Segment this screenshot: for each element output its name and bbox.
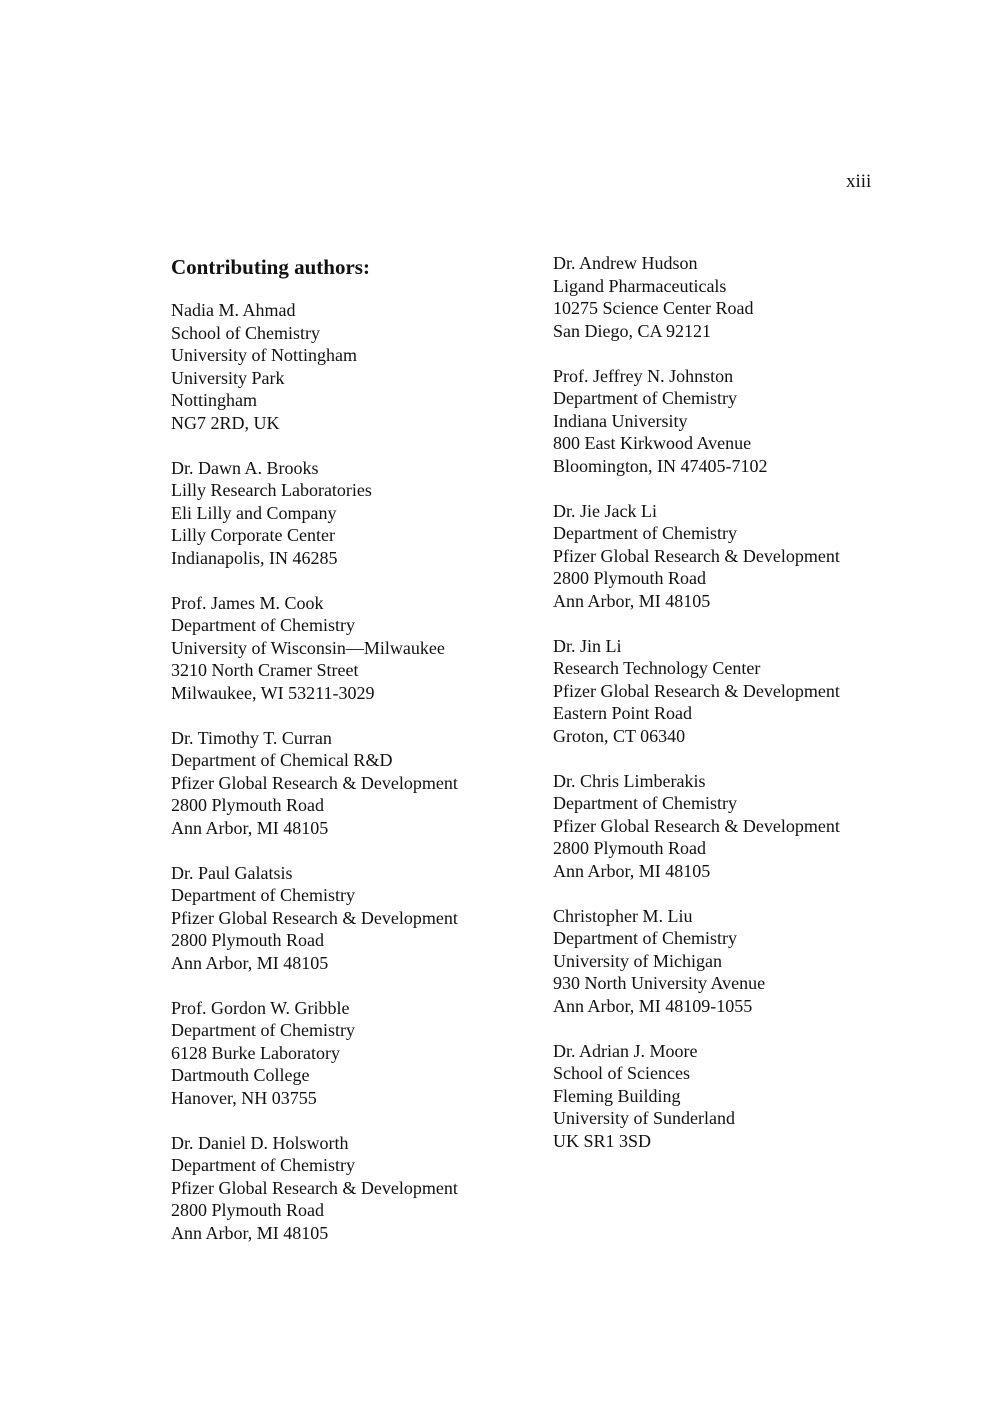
author-entry [553, 905, 933, 1018]
author-address-line: Groton, CT 06340 [553, 725, 686, 746]
author-entry [553, 770, 933, 883]
author-address-line: Indianapolis, IN 46285 [171, 547, 338, 568]
author-address-line: Pfizer Global Research & Development [171, 772, 458, 793]
author-entry [553, 635, 933, 748]
author-address-line: 2800 Plymouth Road [553, 568, 707, 588]
author-address-line: 3210 North Cramer Street [171, 660, 359, 680]
page-number: xiii [846, 171, 872, 192]
author-entry [171, 862, 531, 975]
author-address-line: Department of Chemistry [553, 388, 737, 408]
author-address-line: Research Technology Center [553, 658, 761, 678]
author-address-line: Ann Arbor, MI 48105 [553, 590, 711, 611]
author-address-line: Pfizer Global Research & Development [553, 680, 840, 701]
author-name: Dr. Andrew Hudson [553, 253, 698, 273]
author-entry [553, 252, 933, 342]
author-address-line: Ann Arbor, MI 48109-1055 [553, 995, 753, 1016]
author-name: Dr. Jin Li [553, 635, 622, 656]
author-address-line: Bloomington, IN 47405-7102 [553, 455, 768, 476]
author-address-line: Department of Chemistry [553, 793, 737, 813]
author-name: Dr. Chris Limberakis [553, 770, 706, 791]
section-heading: Contributing authors: [171, 255, 370, 279]
author-address-line: UK SR1 3SD [553, 1130, 652, 1151]
left-column [171, 252, 531, 1267]
author-address-line: Ann Arbor, MI 48105 [171, 1222, 329, 1243]
author-address-line: University of Nottingham [171, 345, 357, 365]
author-address-line: 6128 Burke Laboratory [171, 1042, 340, 1063]
author-address-line: School of Sciences [553, 1063, 690, 1083]
author-address-line: Lilly Research Laboratories [171, 480, 372, 500]
author-name: Dr. Dawn A. Brooks [171, 457, 319, 478]
author-entry [553, 365, 933, 478]
author-address-line: Department of Chemical R&D [171, 750, 393, 770]
author-address-line: Eastern Point Road [553, 703, 692, 723]
author-address-line: University of Michigan [553, 950, 722, 971]
author-address-line: Hanover, NH 03755 [171, 1087, 317, 1108]
author-name: Christopher M. Liu [553, 905, 693, 926]
author-entry [171, 1132, 531, 1245]
author-address-line: Department of Chemistry [171, 1020, 355, 1040]
author-address-line: Eli Lilly and Company [171, 502, 337, 523]
author-address-line: Pfizer Global Research & Development [171, 907, 458, 928]
author-address-line: Pfizer Global Research & Development [553, 545, 840, 566]
author-address-line: School of Chemistry [171, 322, 320, 343]
author-entry [171, 997, 531, 1110]
author-address-line: Pfizer Global Research & Development [553, 815, 840, 836]
author-address-line: Ann Arbor, MI 48105 [553, 860, 711, 881]
author-address-line: University of Wisconsin—Milwaukee [171, 637, 445, 658]
author-address-line: 10275 Science Center Road [553, 298, 754, 318]
author-address-line: Ann Arbor, MI 48105 [171, 952, 329, 973]
author-name: Dr. Daniel D. Holsworth [171, 1132, 349, 1153]
author-address-line: Fleming Building [553, 1085, 681, 1106]
right-column [553, 252, 933, 1175]
author-address-line: Department of Chemistry [171, 615, 355, 635]
author-address-line: Dartmouth College [171, 1065, 310, 1085]
author-address-line: Milwaukee, WI 53211-3029 [171, 682, 375, 703]
author-entry [553, 1040, 933, 1153]
author-entry [171, 592, 531, 705]
author-address-line: Department of Chemistry [171, 1155, 355, 1175]
author-address-line: University of Sunderland [553, 1108, 735, 1128]
author-address-line: 2800 Plymouth Road [171, 1200, 325, 1220]
author-name: Dr. Jie Jack Li [553, 500, 657, 521]
author-address-line: Department of Chemistry [553, 928, 737, 948]
author-address-line: 930 North University Avenue [553, 973, 766, 993]
author-address-line: University Park [171, 367, 285, 388]
author-name: Dr. Paul Galatsis [171, 862, 293, 883]
author-address-line: Department of Chemistry [553, 523, 737, 543]
author-address-line: Pfizer Global Research & Development [171, 1177, 458, 1198]
author-entry [171, 727, 531, 840]
author-address-line: 2800 Plymouth Road [171, 795, 325, 815]
author-name: Dr. Adrian J. Moore [553, 1040, 698, 1061]
author-entry [171, 299, 531, 434]
author-address-line: NG7 2RD, UK [171, 412, 280, 433]
right-author-list [553, 252, 933, 1152]
author-address-line: San Diego, CA 92121 [553, 320, 712, 341]
author-address-line: Ann Arbor, MI 48105 [171, 817, 329, 838]
author-address-line: Department of Chemistry [171, 885, 355, 905]
author-entry [553, 500, 933, 613]
author-entry [171, 457, 531, 570]
left-author-list [171, 299, 531, 1244]
author-address-line: Lilly Corporate Center [171, 525, 335, 545]
author-name: Prof. Gordon W. Gribble [171, 997, 350, 1018]
author-name: Dr. Timothy T. Curran [171, 727, 332, 748]
author-address-line: Nottingham [171, 390, 257, 410]
author-name: Prof. Jeffrey N. Johnston [553, 365, 734, 386]
author-address-line: 2800 Plymouth Road [171, 930, 325, 950]
author-name: Nadia M. Ahmad [171, 300, 296, 320]
author-address-line: Indiana University [553, 410, 688, 431]
author-address-line: Ligand Pharmaceuticals [553, 275, 727, 296]
author-name: Prof. James M. Cook [171, 592, 324, 613]
author-address-line: 2800 Plymouth Road [553, 838, 707, 858]
author-address-line: 800 East Kirkwood Avenue [553, 433, 752, 453]
